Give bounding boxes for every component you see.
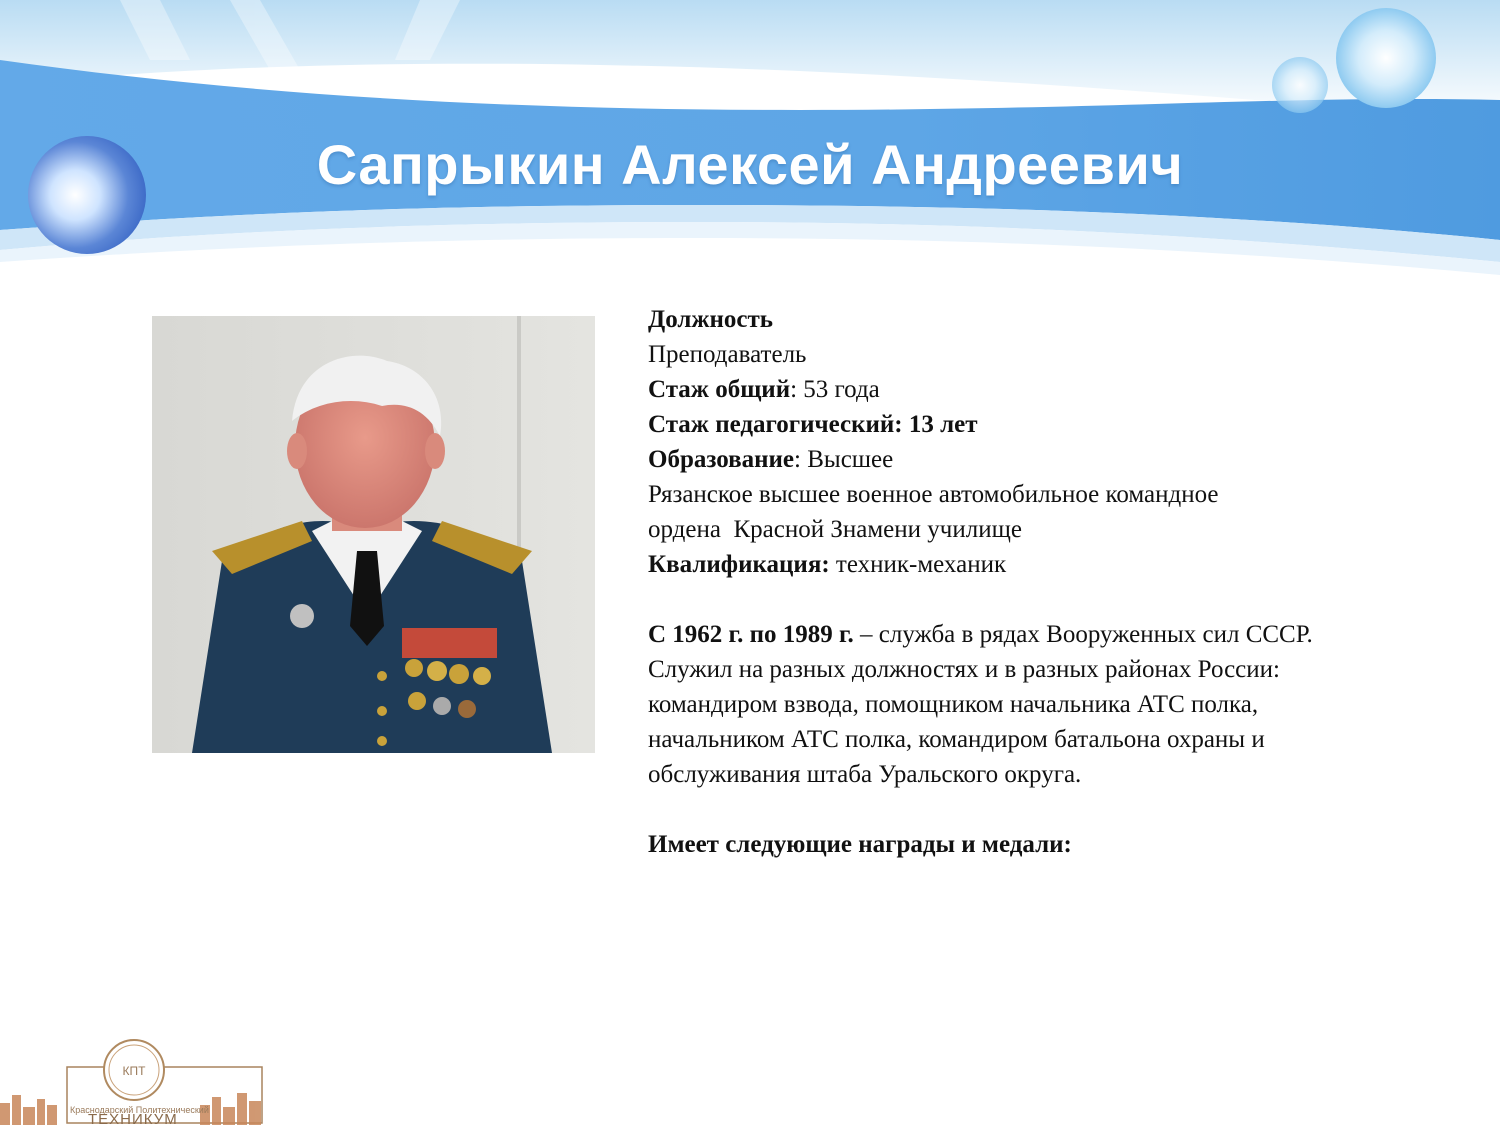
logo-name-small: Краснодарский Политехнический: [70, 1105, 209, 1115]
awards-heading-text: Имеет следующие награды и медали:: [648, 831, 1072, 858]
service-period: [648, 617, 1468, 652]
qualification: [648, 547, 1468, 582]
education-value: : Высшее: [794, 446, 894, 473]
experience-ped-label: Стаж педагогический:: [648, 411, 903, 438]
service-line-3: командиром взвода, помощником начальника АТС полка,: [648, 691, 1259, 718]
spacer: [648, 792, 1468, 827]
experience-ped: [648, 407, 1468, 442]
profile-info: [648, 302, 1468, 862]
experience-ped-value: 13 лет: [908, 411, 978, 438]
experience-total-label: Стаж общий: [648, 376, 791, 403]
service-period-label: С 1962 г. по 1989 г.: [648, 621, 854, 648]
awards-heading: [648, 827, 1468, 862]
service-line-2: Служил на разных должностях и в разных районах России:: [648, 656, 1280, 683]
service-line-4: начальником АТС полка, командиром батальона охраны и: [648, 726, 1265, 753]
education-label: Образование: [648, 446, 795, 473]
position-label-line: [648, 302, 1468, 337]
service-period-text: – служба в рядах Вооруженных сил СССР.: [853, 621, 1313, 648]
qualification-label: Квалификация:: [648, 551, 830, 578]
education: [648, 442, 1468, 477]
experience-total-value: : 53 года: [790, 376, 880, 403]
spacer: [648, 582, 1468, 617]
portrait-photo: [152, 316, 595, 753]
logo-name-big: ТЕХНИКУМ: [88, 1111, 178, 1128]
position-value: Преподаватель: [648, 341, 807, 368]
education-detail-2: ордена Красной Знамени училище: [648, 516, 1022, 543]
logo-abbr: КПТ: [122, 1064, 146, 1078]
position-label: Должность: [648, 306, 774, 333]
service-line-5: обслуживания штаба Уральского округа.: [648, 761, 1082, 788]
page-title: Сапрыкин Алексей Андреевич: [316, 133, 1184, 196]
education-detail-1: Рязанское высшее военное автомобильное командное: [648, 481, 1219, 508]
experience-total: [648, 372, 1468, 407]
qualification-value: техник-механик: [829, 551, 1007, 578]
